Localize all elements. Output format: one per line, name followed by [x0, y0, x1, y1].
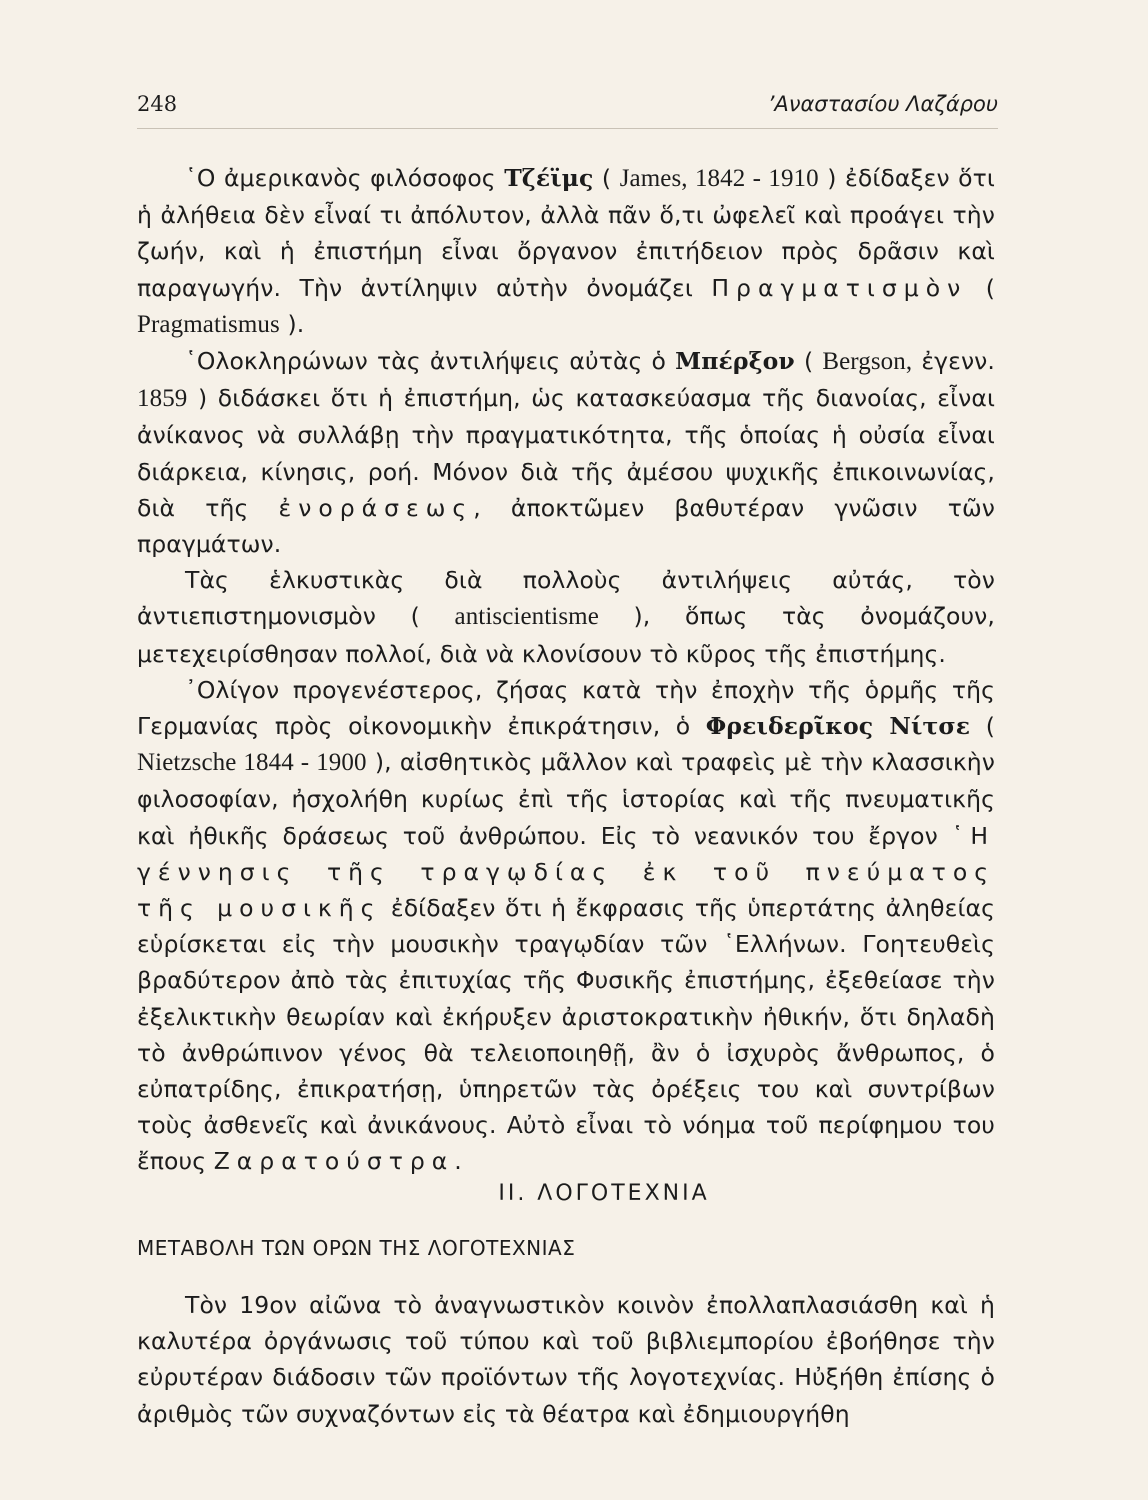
text-run: ( [593, 164, 620, 192]
main-text [137, 160, 995, 1180]
text-run: ( [967, 273, 995, 302]
philosopher-name-nietzsche: Φρειδερῖκος Νίτσε [705, 712, 971, 741]
philosopher-name-james: Τζέϊμς [504, 164, 594, 192]
running-head: ’Αναστασίου Λαζάρου [767, 92, 998, 116]
emphasized-term: ἐνοράσεως [278, 493, 474, 522]
text-run: ἐδίδαξεν ὅτι ἡ ἔκφρασις τῆς ὑπερτάτης ἀληθείας εὑρίσκεται εἰς τὴν μουσικὴν τραγῳδίαν τῶν ῾Ελλήνων. Γοητευθεὶς βραδύτερον ἀπὸ τὰς ἐπιτυχίας τῆς Φυσικῆς ἐπιστήμης, ἐξεθείασε τὴν ἐξελικτικὴν θεωρίαν καὶ ἐκήρυξεν ἀριστοκρατικὴν ἠθικήν, ὅτι δηλαδὴ τὸ ἀνθρώπινον γένος θὰ τελειοποιηθῇ, ἂν ὁ ἰσχυρὸς ἄνθρωπος, ὁ εὐπατρίδης, ἐπικρατήσῃ, ὑπηρετῶν τὰς ὀρέξεις του καὶ συντρίβων τοὺς ἀσθενεῖς καὶ ἀνικάνους. Αὐτὸ εἶναι τὸ νόημα τοῦ περίφημου του ἔπους [137, 894, 995, 1176]
paragraph-james [137, 160, 995, 343]
emphasized-term: Πραγματισμὸν [711, 273, 968, 302]
philosopher-name-bergson: Μπέρξον [675, 347, 795, 376]
latin-text: Bergson, [822, 348, 913, 376]
text-run: ῾Ολοκληρώνων τὰς ἀντιλήψεις αὐτὰς ὁ [185, 347, 676, 376]
text-run: ῾Ο ἀμερικανὸς φιλόσοφος [185, 164, 505, 192]
text-run: ᾿Ολίγον προγενέστερος, ζήσας κατὰ τὴν ἐποχὴν τῆς ὁρμῆς τῆς Γερμανίας πρὸς οἰκονομικὴν ἐπικράτησιν, ὁ [137, 675, 995, 741]
latin-text: antiscientisme [454, 603, 599, 631]
page-number: 248 [137, 92, 178, 116]
text-run: ( [970, 712, 995, 741]
emphasized-title: Ζαρατούστρα [213, 1147, 455, 1176]
text-run: . [454, 1147, 462, 1176]
section-heading: ΙΙ. ΛΟΓΟΤΕΧΝΙΑ [498, 1181, 710, 1206]
page-header [137, 92, 998, 129]
paragraph-bergson [137, 343, 995, 562]
paragraph-antiscientism [137, 562, 995, 672]
text-run: ), αἰσθητικὸς μᾶλλον καὶ τραφεὶς μὲ τὴν κλασσικὴν φιλοσοφίαν, ἠσχολήθη κυρίως ἐπὶ τῆς ἱστορίας καὶ τῆς πνευματικῆς καὶ ἠθικῆς δράσεως τοῦ ἀνθρώπου. Εἰς τὸ νεανικόν του ἔργον [137, 748, 995, 850]
text-run: ) ἐδίδαξεν ὅτι ἡ ἀλήθεια δὲν εἶναί τι ἀπόλυτον, ἀλλὰ πᾶν ὅ,τι ὠφελεῖ καὶ προάγει τὴν ζωήν, καὶ ἡ ἐπιστήμη εἶναι ὄργανον ἐπιτήδειον πρὸς δρᾶσιν καὶ παραγωγήν. Τὴν ἀντίληψιν αὐτὴν ὀνομάζει [137, 164, 995, 302]
section-subheading: ΜΕΤΑΒΟΛΗ ΤΩΝ ΟΡΩΝ ΤΗΣ ΛΟΓΟΤΕΧΝΙΑΣ [137, 1236, 576, 1260]
latin-text: James, 1842 - 1910 [619, 165, 819, 192]
text-run: Τὰς ἑλκυστικὰς διὰ πολλοὺς ἀντιλήψεις αὐτάς, τὸν ἀντιεπιστημονισμὸν ( [137, 566, 995, 631]
latin-text: 1859 [137, 385, 188, 413]
emphasized-title: ῾Η γέννησις τῆς τραγῳδίας ἐκ τοῦ πνεύματος τῆς μουσικῆς [137, 821, 995, 923]
paragraph-literature: Τὸν 19ον αἰῶνα τὸ ἀναγνωστικὸν κοινὸν ἐπολλαπλασιάσθη καὶ ἡ καλυτέρα ὀργάνωσις τοῦ τύπου καὶ τοῦ βιβλιεμπορίου ἐβοήθησε τὴν εὐρυτέραν διάδοσιν τῶν προϊόντων τῆς λογοτεχνίας. Ηὐξήθη ἐπίσης ὁ ἀριθμὸς τῶν συχναζόντων εἰς τὰ θέατρα καὶ ἐδημιουργήθη [137, 1291, 995, 1428]
text-run: ) διδάσκει ὅτι ἡ ἐπιστήμη, ὡς κατασκεύασμα τῆς διανοίας, εἶναι ἀνίκανος νὰ συλλάβῃ τὴν πραγματικότητα, τῆς ὁποίας ἡ οὐσία εἶναι διάρκεια, κίνησις, ροή. Μόνον διὰ τῆς ἀμέσου ψυχικῆς ἐπικοινωνίας, διὰ τῆς [137, 384, 995, 522]
latin-text: Nietzsche 1844 - 1900 [137, 749, 367, 777]
text-run: ( [794, 347, 823, 376]
section-text [137, 1287, 995, 1432]
paragraph-nietzsche [137, 672, 995, 1180]
latin-text: Pragmatismus [137, 310, 280, 338]
text-run: ἐγενν. [912, 347, 995, 376]
text-run: , ἀποκτῶμεν βαθυτέραν γνῶσιν τῶν πραγμάτων. [137, 493, 995, 559]
text-run: ). [279, 309, 305, 338]
text-run: ), ὅπως τὰς ὀνομάζουν, μετεχειρίσθησαν πολλοί, διὰ νὰ κλονίσουν τὸ κῦρος τῆς ἐπιστήμης. [137, 602, 995, 668]
